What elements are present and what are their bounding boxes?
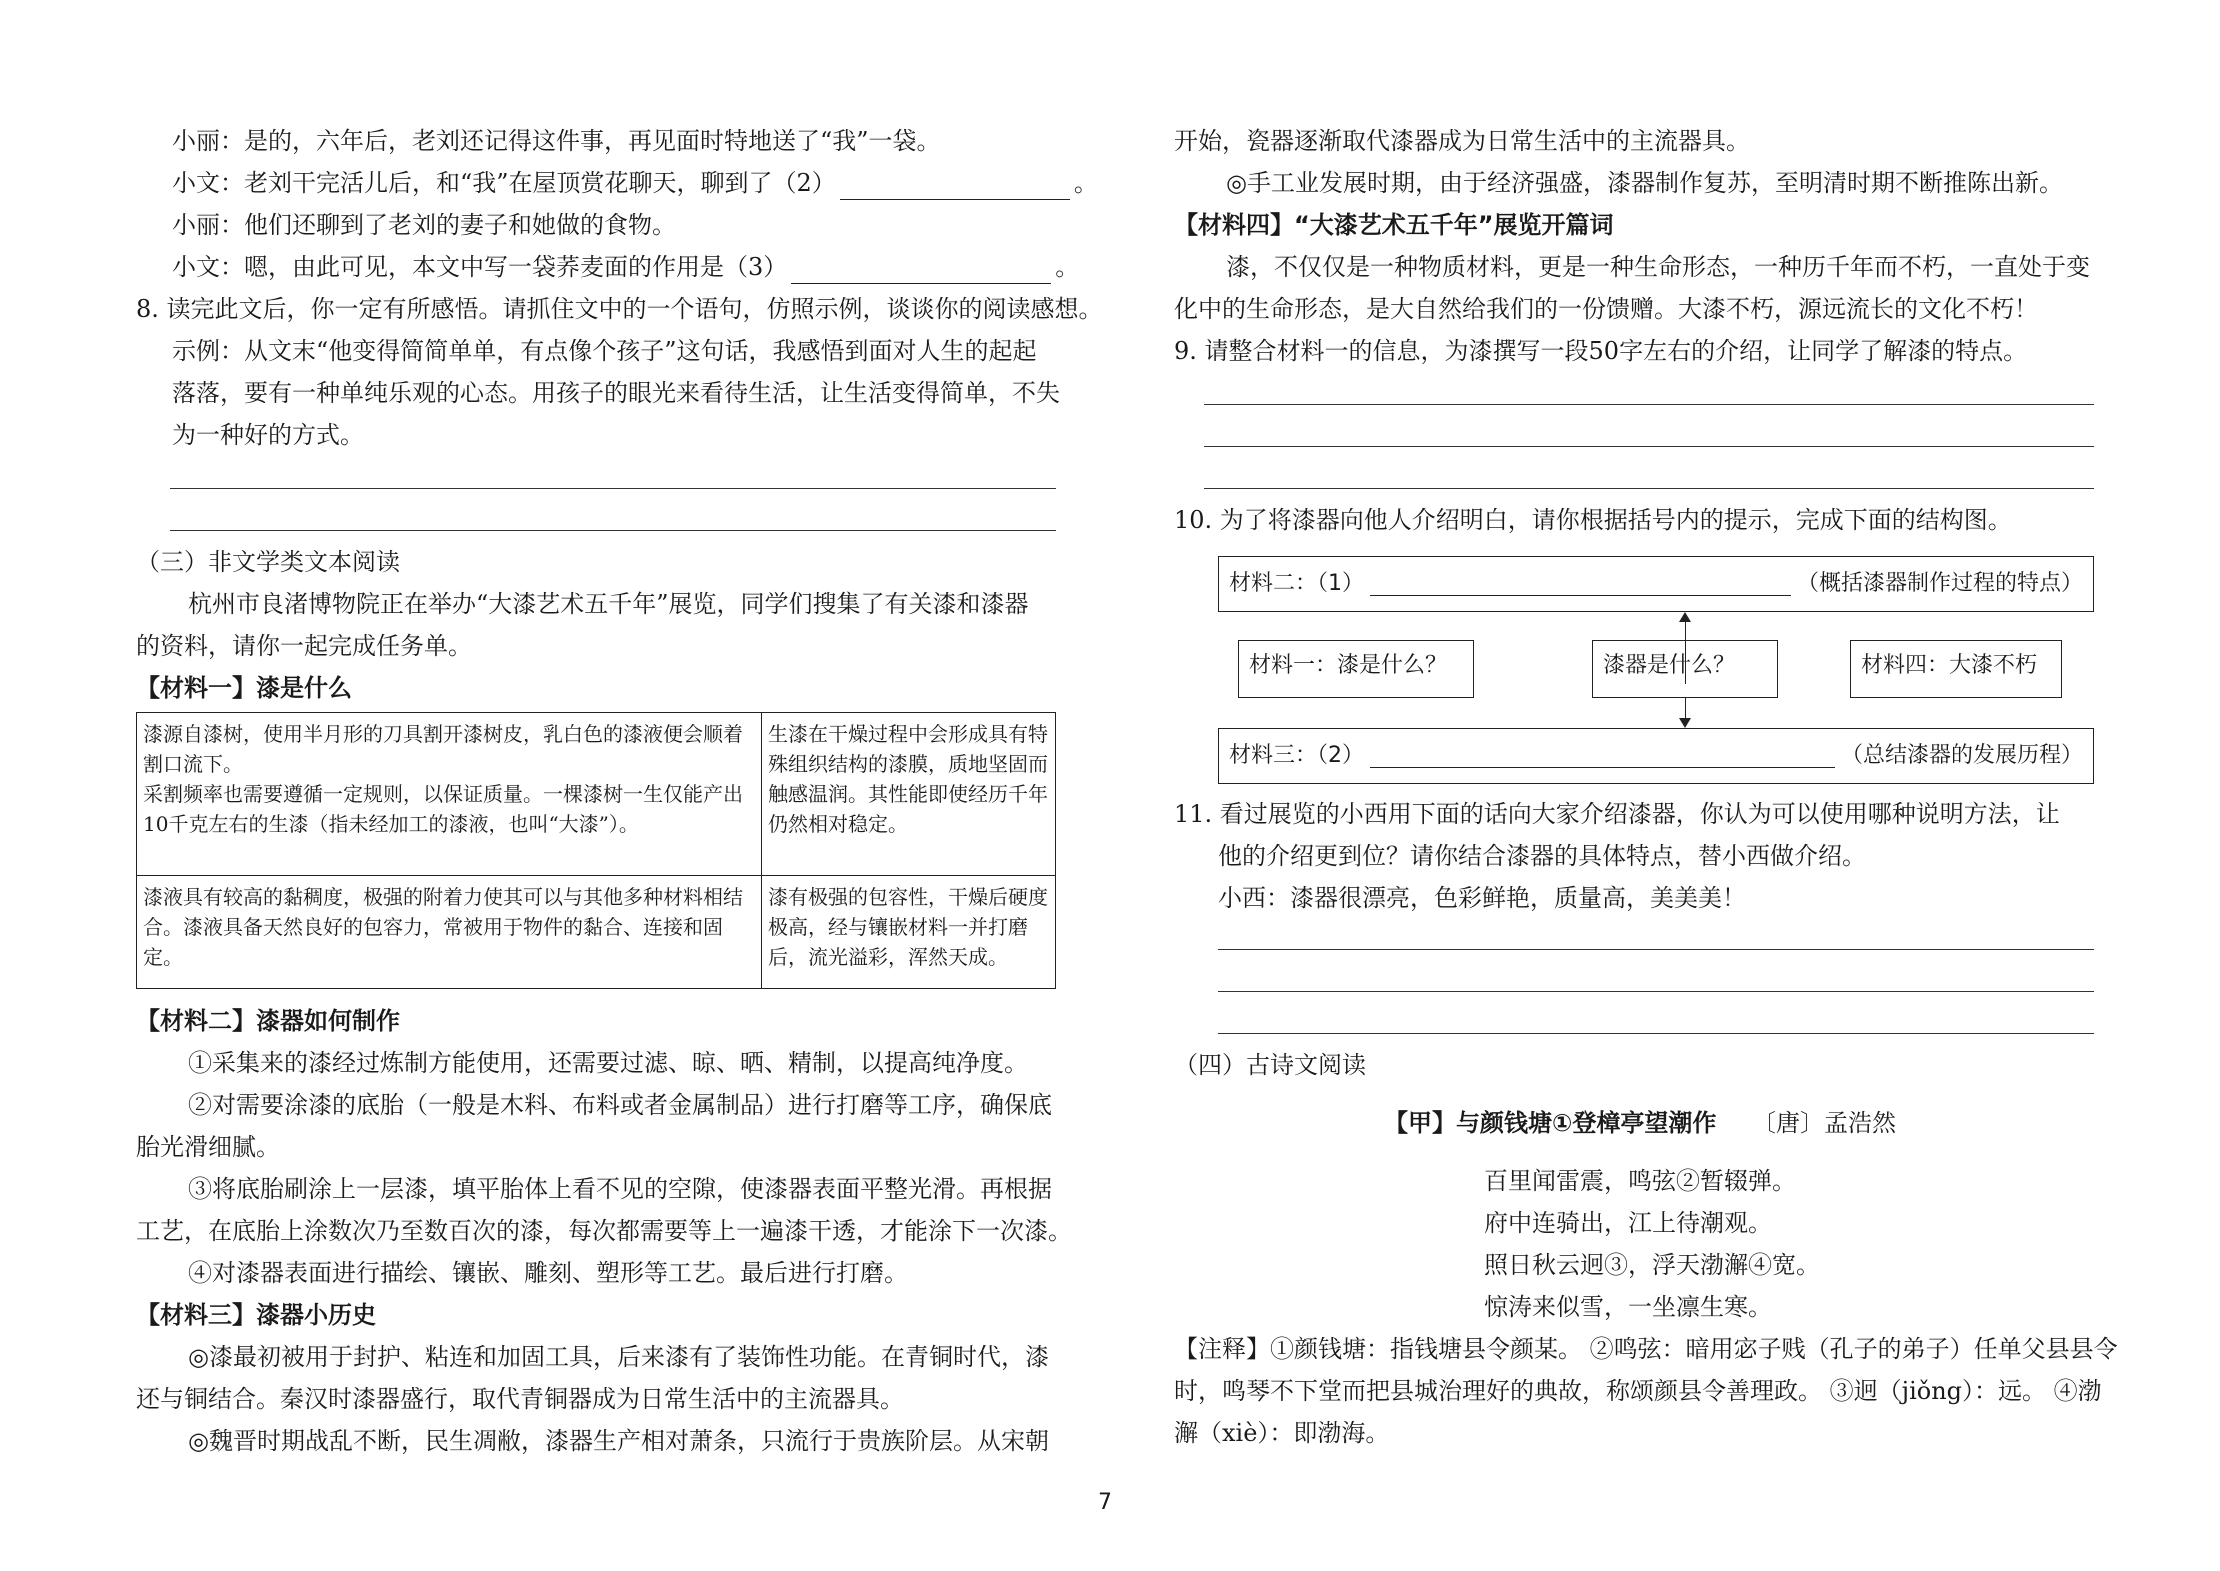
q9-text: 9. 请整合材料一的信息，为漆撰写一段50字左右的介绍，让同学了解漆的特点。	[1174, 337, 2028, 365]
table-cell: 生漆在干燥过程中会形成具有特殊组织结构的漆膜，质地坚固而触感温润。其性能即使经历千年仍然相对稳定。	[762, 713, 1056, 876]
q11-line-1: 11. 看过展览的小西用下面的话向大家介绍漆器，你认为可以使用哪种说明方法，让	[1174, 800, 2060, 828]
q8-line-2: 示例：从文末“他变得简简单单，有点像个孩子”这句话，我感悟到面对人生的起起	[172, 337, 1037, 365]
diagram-top-hint: （概括漆器制作过程的特点）	[1796, 571, 2083, 596]
diagram-bottom-label: 材料三：（2）	[1229, 743, 1364, 768]
diagram-center-box: 漆器是什么？	[1592, 640, 1778, 698]
m2-line-2: ②对需要涂漆的底胎（一般是木料、布料或者金属制品）进行打磨等工序，确保底	[188, 1091, 1052, 1119]
m2-line-3: 胎光滑细腻。	[136, 1133, 280, 1161]
material-1-title: 【材料一】漆是什么	[136, 674, 352, 702]
intro-line-1: 杭州市良渚博物院正在举办“大漆艺术五千年”展览，同学们搜集了有关漆和漆器	[188, 590, 1029, 618]
dialog-line-3: 小丽：他们还聊到了老刘的妻子和她做的食物。	[172, 211, 676, 239]
diagram-right-box: 材料四：大漆不朽	[1850, 640, 2062, 698]
notes-line-3: 澥（xiè）：即渤海。	[1174, 1419, 1390, 1447]
m4-line-2: 化中的生命形态，是大自然给我们的一份馈赠。大漆不朽，源远流长的文化不朽！	[1174, 295, 2038, 323]
q8-answer-line-2[interactable]	[170, 530, 1056, 531]
m3-cont-line-2: ◎手工业发展时期，由于经济强盛，漆器制作复苏，至明清时期不断推陈出新。	[1226, 169, 2063, 197]
table-cell: 漆源自漆树，使用半月形的刀具割开漆树皮，乳白色的漆液便会顺着割口流下。 采割频率也需要遵循一定规则，以保证质量。一棵漆树一生仅能产出10千克左右的生漆（指未经加工的漆液，也叫“大漆”）。	[137, 713, 762, 876]
q11-answer-line-1[interactable]	[1218, 949, 2094, 950]
table-cell: 漆有极强的包容性，干燥后硬度极高，经与镶嵌材料一并打磨后，流光溢彩，浑然天成。	[762, 876, 1056, 989]
dialog-line-4: 小文：嗯，由此可见，本文中写一袋荞麦面的作用是（3） 。	[172, 250, 1079, 284]
poem-author: 〔唐〕孟浩然	[1752, 1109, 1896, 1137]
diagram-top-box	[1218, 556, 2094, 612]
dialog-line-1: 小丽：是的，六年后，老刘还记得这件事，再见面时特地送了“我”一袋。	[172, 127, 941, 155]
q9-answer-line-1[interactable]	[1204, 404, 2094, 405]
m3-line-1: ◎漆最初被用于封护、粘连和加固工具，后来漆有了装饰性功能。在青铜时代，漆	[188, 1343, 1049, 1371]
poem-line-2: 府中连骑出，江上待潮观。	[1484, 1209, 1772, 1237]
notes-line-1: 【注释】①颜钱塘：指钱塘县令颜某。 ②鸣弦：暗用宓子贱（孔子的弟子）任单父县县令	[1174, 1335, 2118, 1363]
diagram-bottom-hint: （总结漆器的发展历程）	[1840, 743, 2083, 768]
material-2-title: 【材料二】漆器如何制作	[136, 1007, 400, 1035]
m3-line-2: 还与铜结合。秦汉时漆器盛行，取代青铜器成为日常生活中的主流器具。	[136, 1385, 904, 1413]
m3-cont-line-1: 开始，瓷器逐渐取代漆器成为日常生活中的主流器具。	[1174, 127, 1750, 155]
material-1-table	[136, 712, 1056, 989]
diagram-top-blank[interactable]	[1370, 573, 1791, 596]
poem-line-4: 惊涛来似雪，一坐凛生寒。	[1484, 1293, 1772, 1321]
q11-line-3: 小西：漆器很漂亮，色彩鲜艳，质量高，美美美！	[1218, 884, 1746, 912]
poem-line-1: 百里闻雷震，鸣弦②暂辍弹。	[1484, 1167, 1796, 1195]
m2-line-5: 工艺，在底胎上涂数次乃至数百次的漆，每次都需要等上一遍漆干透，才能涂下一次漆。	[136, 1217, 1072, 1245]
section-3-heading: （三）非文学类文本阅读	[136, 548, 400, 576]
answer-blank-3[interactable]	[791, 259, 1051, 284]
m2-line-1: ①采集来的漆经过炼制方能使用，还需要过滤、晾、晒、精制，以提高纯净度。	[188, 1049, 1028, 1077]
q9-answer-line-2[interactable]	[1204, 446, 2094, 447]
intro-line-2: 的资料，请你一起完成任务单。	[136, 632, 472, 660]
m3-line-3: ◎魏晋时期战乱不断，民生凋敝，漆器生产相对萧条，只流行于贵族阶层。从宋朝	[188, 1427, 1049, 1455]
q10-text: 10. 为了将漆器向他人介绍明白，请你根据括号内的提示，完成下面的结构图。	[1174, 506, 2012, 534]
material-4-title: 【材料四】“大漆艺术五千年”展览开篇词	[1174, 211, 1614, 239]
section-4-heading: （四）古诗文阅读	[1174, 1051, 1366, 1079]
diagram-left-box: 材料一：漆是什么？	[1238, 640, 1474, 698]
poem-title: 【甲】与颜钱塘①登樟亭望潮作	[1384, 1109, 1717, 1137]
diagram-bottom-box	[1218, 728, 2094, 784]
q9-answer-line-3[interactable]	[1204, 488, 2094, 489]
material-3-title: 【材料三】漆器小历史	[136, 1301, 376, 1329]
m4-line-1: 漆，不仅仅是一种物质材料，更是一种生命形态，一种历千年而不朽，一直处于变	[1226, 253, 2090, 281]
q11-answer-line-3[interactable]	[1218, 1033, 2094, 1034]
poem-line-3: 照日秋云迥③，浮天渤澥④宽。	[1484, 1251, 1820, 1279]
answer-blank-2[interactable]	[840, 175, 1070, 200]
arrow-up-icon	[1679, 612, 1691, 622]
diagram-bottom-blank[interactable]	[1370, 745, 1835, 768]
q8-answer-line-1[interactable]	[170, 488, 1056, 489]
dialog-line-2: 小文：老刘干完活儿后，和“我”在屋顶赏花聊天，聊到了（2） 。	[172, 166, 1098, 200]
q8-line-3: 落落，要有一种单纯乐观的心态。用孩子的眼光来看待生活，让生活变得简单，不失	[172, 379, 1060, 407]
diagram-top-label: 材料二：（1）	[1229, 571, 1364, 596]
m2-line-4: ③将底胎刷涂上一层漆，填平胎体上看不见的空隙，使漆器表面平整光滑。再根据	[188, 1175, 1052, 1203]
q8-line-1: 8. 读完此文后，你一定有所感悟。请抓住文中的一个语句，仿照示例，谈谈你的阅读感想。	[136, 295, 1103, 323]
table-cell: 漆液具有较高的黏稠度，极强的附着力使其可以与其他多种材料相结合。漆液具备天然良好的包容力，常被用于物件的黏合、连接和固定。	[137, 876, 762, 989]
q11-line-2: 他的介绍更到位？请你结合漆器的具体特点，替小西做介绍。	[1218, 842, 1866, 870]
q11-answer-line-2[interactable]	[1218, 991, 2094, 992]
notes-line-2: 时，鸣琴不下堂而把县城治理好的典故，称颂颜县令善理政。 ③迥（jiǒng）：远。 ④渤	[1174, 1377, 2102, 1405]
m2-line-6: ④对漆器表面进行描绘、镶嵌、雕刻、塑形等工艺。最后进行打磨。	[188, 1259, 908, 1287]
arrow-down-icon	[1679, 718, 1691, 728]
page-number: 7	[1098, 1490, 1112, 1515]
q8-line-4: 为一种好的方式。	[172, 421, 364, 449]
